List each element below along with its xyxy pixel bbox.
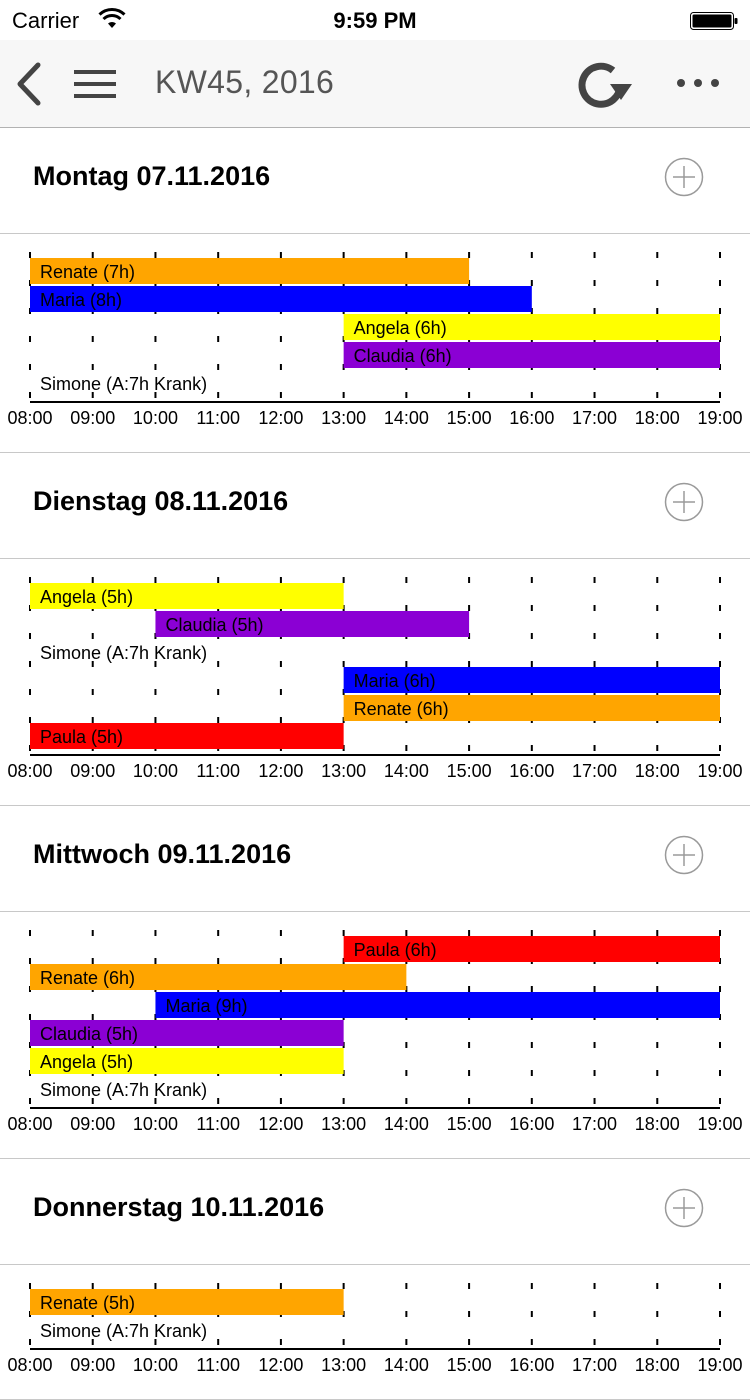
shift-label: Paula (6h) [353, 940, 437, 960]
time-tick-label: 18:00 [634, 408, 680, 428]
refresh-icon[interactable] [574, 58, 636, 112]
absence-label: Simone (A:7h Krank) [40, 643, 208, 663]
shift-label: Renate (6h) [353, 699, 449, 719]
shift-label: Angela (5h) [40, 587, 134, 607]
time-tick-label: 17:00 [572, 1114, 618, 1134]
time-tick-label: 19:00 [697, 1114, 743, 1134]
clock-time: 9:59 PM [333, 8, 417, 33]
shift-label: Renate (6h) [40, 968, 136, 988]
day-gantt-chart [0, 559, 750, 806]
shift-label: Maria (6h) [353, 671, 436, 691]
time-tick-label: 10:00 [132, 1355, 178, 1375]
plus-circle-icon[interactable] [664, 1188, 704, 1228]
plus-circle-icon[interactable] [664, 482, 704, 522]
chevron-left-icon[interactable] [14, 62, 44, 106]
shift-label: Angela (5h) [40, 1052, 134, 1072]
time-tick-label: 14:00 [383, 761, 429, 781]
shift-label: Claudia (6h) [353, 346, 452, 366]
day-header [0, 453, 750, 559]
day-section [0, 128, 750, 453]
time-tick-label: 14:00 [383, 1355, 429, 1375]
time-tick-label: 09:00 [70, 761, 116, 781]
shift-label: Paula (5h) [40, 727, 124, 747]
time-tick-label: 08:00 [7, 1355, 53, 1375]
time-tick-label: 19:00 [697, 408, 743, 428]
shift-label: Claudia (5h) [40, 1024, 139, 1044]
day-title: Montag 07.11.2016 [33, 161, 271, 191]
day-section [0, 806, 750, 1159]
time-tick-label: 12:00 [258, 1355, 304, 1375]
time-tick-label: 19:00 [697, 761, 743, 781]
time-tick-label: 14:00 [383, 408, 429, 428]
time-tick-label: 17:00 [572, 761, 618, 781]
plus-circle-icon[interactable] [664, 835, 704, 875]
time-tick-label: 08:00 [7, 408, 53, 428]
time-tick-label: 18:00 [634, 761, 680, 781]
plus-circle-icon[interactable] [664, 157, 704, 197]
time-tick-label: 14:00 [383, 1114, 429, 1134]
time-tick-label: 16:00 [509, 761, 555, 781]
day-title: Donnerstag 10.11.2016 [33, 1192, 325, 1222]
navigation-bar [0, 40, 750, 128]
time-tick-label: 09:00 [70, 408, 116, 428]
time-tick-label: 13:00 [321, 408, 367, 428]
battery-icon [690, 12, 738, 30]
time-tick-label: 13:00 [321, 1114, 367, 1134]
shift-label: Angela (6h) [353, 318, 447, 338]
time-tick-label: 16:00 [509, 1355, 555, 1375]
time-tick-label: 17:00 [572, 408, 618, 428]
shift-label: Claudia (5h) [165, 615, 264, 635]
time-tick-label: 13:00 [321, 1355, 367, 1375]
time-tick-label: 16:00 [509, 1114, 555, 1134]
more-horizontal-icon[interactable] [676, 76, 720, 90]
page-title: KW45, 2016 [155, 64, 335, 100]
time-tick-label: 09:00 [70, 1355, 116, 1375]
time-tick-label: 15:00 [446, 408, 492, 428]
time-tick-label: 08:00 [7, 761, 53, 781]
absence-label: Simone (A:7h Krank) [40, 1321, 208, 1341]
time-tick-label: 18:00 [634, 1355, 680, 1375]
shift-label: Maria (8h) [40, 290, 123, 310]
time-tick-label: 12:00 [258, 761, 304, 781]
time-tick-label: 15:00 [446, 1114, 492, 1134]
time-tick-label: 09:00 [70, 1114, 116, 1134]
day-section [0, 453, 750, 806]
day-title: Dienstag 08.11.2016 [33, 486, 289, 516]
shift-label: Renate (7h) [40, 262, 136, 282]
time-tick-label: 17:00 [572, 1355, 618, 1375]
time-tick-label: 11:00 [196, 1114, 241, 1134]
week-schedule-list[interactable] [0, 128, 750, 1375]
time-tick-label: 11:00 [196, 1355, 241, 1375]
time-tick-label: 08:00 [7, 1114, 53, 1134]
status-bar [0, 0, 750, 40]
shift-label: Renate (5h) [40, 1293, 136, 1313]
time-tick-label: 13:00 [321, 761, 367, 781]
day-section [0, 1159, 750, 1400]
time-tick-label: 11:00 [196, 408, 241, 428]
absence-label: Simone (A:7h Krank) [40, 1080, 208, 1100]
hamburger-menu-icon[interactable] [74, 68, 116, 100]
day-gantt-chart [0, 912, 750, 1159]
time-tick-label: 15:00 [446, 761, 492, 781]
absence-label: Simone (A:7h Krank) [40, 374, 208, 394]
time-tick-label: 12:00 [258, 1114, 304, 1134]
day-header [0, 128, 750, 234]
day-gantt-chart [0, 234, 750, 453]
shift-label: Maria (9h) [165, 996, 248, 1016]
day-title: Mittwoch 09.11.2016 [33, 839, 292, 869]
day-header [0, 806, 750, 912]
day-gantt-chart [0, 1265, 750, 1400]
carrier-label: Carrier [12, 8, 80, 33]
time-tick-label: 11:00 [196, 761, 241, 781]
time-tick-label: 18:00 [634, 1114, 680, 1134]
time-tick-label: 15:00 [446, 1355, 492, 1375]
time-tick-label: 10:00 [132, 761, 178, 781]
time-tick-label: 12:00 [258, 408, 304, 428]
time-tick-label: 10:00 [132, 1114, 178, 1134]
time-tick-label: 10:00 [132, 408, 178, 428]
day-header [0, 1159, 750, 1265]
time-tick-label: 16:00 [509, 408, 555, 428]
time-tick-label: 19:00 [697, 1355, 743, 1375]
